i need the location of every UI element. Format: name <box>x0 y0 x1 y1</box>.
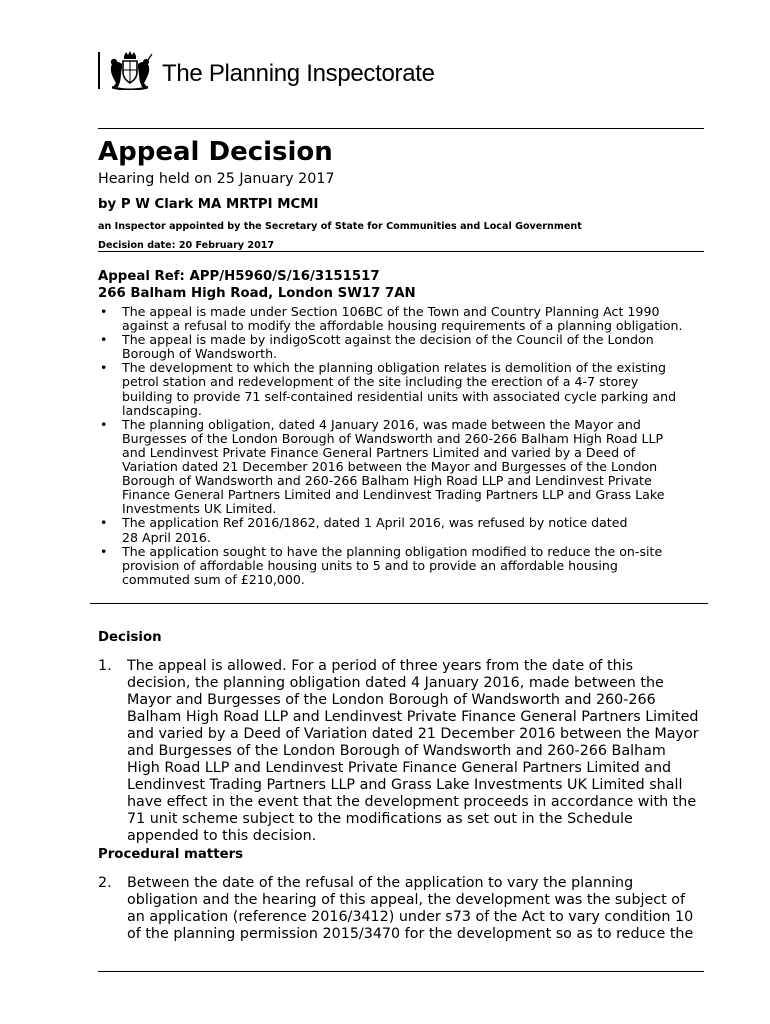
procedural-heading: Procedural matters <box>98 847 244 862</box>
footer-rule <box>98 971 704 972</box>
list-item <box>98 545 708 587</box>
bullet-marker: • <box>100 543 108 559</box>
decision-date-rule <box>98 251 704 252</box>
list-item-text: The planning obligation, dated 4 January 2016, was made between the Mayor and Burgesses of the London Borough of Wandsworth and 260-266 Balham High Road LLP and Lendinvest Private Finance General Partners Limited and varied by a Deed of Variation dated 21 December 2016 between the Mayor and Burgesses of the London Borough of Wandsworth and 260-266 Balham High Road LLP and Lendinvest Private Finance General Partners Limited and Lendinvest Trading Partners LLP and Grass Lake Investments UK Limited. <box>122 416 665 517</box>
decision-paragraph <box>98 658 748 844</box>
royal-crest-icon <box>106 50 154 90</box>
paragraph-number: 2. <box>98 875 112 891</box>
summary-rule <box>90 603 708 604</box>
site-address: 266 Balham High Road, London SW17 7AN <box>98 286 416 301</box>
list-item <box>98 516 708 544</box>
paragraph-text: Between the date of the refusal of the application to vary the planning obligation and the hearing of this appeal, the development was the subject of an application (reference 2016/3412) under s73 of the Act to vary condition 10 of the planning permission 2015/3470 for the development so as to reduce the <box>127 875 694 942</box>
organisation-name: The Planning Inspectorate <box>162 60 435 87</box>
list-item-text: The appeal is made by indigoScott against the decision of the Council of the London Borough of Wandsworth. <box>122 332 654 362</box>
paragraph-number: 1. <box>98 658 112 674</box>
list-item-text: The application sought to have the planning obligation modified to reduce the on-site provision of affordable housing units to 5 and to provide an affordable housing commuted sum of £210,000. <box>122 543 663 587</box>
list-item <box>98 333 708 361</box>
hearing-date: Hearing held on 25 January 2017 <box>98 171 335 187</box>
page-title: Appeal Decision <box>98 137 333 167</box>
bullet-marker: • <box>100 360 108 376</box>
paragraph-text: The appeal is allowed. For a period of three years from the date of this decision, the planning obligation dated 4 January 2016, made between the Mayor and Burgesses of the London Borough of Wandsworth and 260-266 Balham High Road LLP and Lendinvest Private Finance General Partners Limited and varied by a Deed of Variation dated 21 December 2016 between the Mayor and Burgesses of the London Borough of Wandsworth and 260-266 Balham High Road LLP and Lendinvest Private Finance General Partners Limited and Lendinvest Trading Partners LLP and Grass Lake Investments UK Limited shall have effect in the event that the development proceeds in accordance with the 71 unit scheme subject to the modifications as set out in the Schedule appended to this decision. <box>127 658 699 844</box>
appeal-reference: Appeal Ref: APP/H5960/S/16/3151517 <box>98 269 380 284</box>
inspector-name: by P W Clark MA MRTPI MCMI <box>98 197 319 212</box>
list-item <box>98 418 708 517</box>
appeal-details-list <box>98 305 708 587</box>
list-item-text: The appeal is made under Section 106BC of the Town and Country Planning Act 1990 against a refusal to modify the affordable housing requirements of a planning obligation. <box>122 304 683 334</box>
logo-divider <box>98 52 100 89</box>
bullet-marker: • <box>100 416 108 432</box>
header-rule <box>98 128 704 129</box>
list-item <box>98 305 708 333</box>
list-item-text: The development to which the planning obligation relates is demolition of the existing petrol station and redevelopment of the site including the erection of a 4-7 storey building to provide 71 self-contained residential units with associated cycle parking and landscaping. <box>122 360 677 418</box>
bullet-marker: • <box>100 332 108 348</box>
decision-heading: Decision <box>98 630 162 645</box>
decision-date: Decision date: 20 February 2017 <box>98 240 275 251</box>
list-item <box>98 361 708 417</box>
procedural-paragraph <box>98 875 748 955</box>
bullet-marker: • <box>100 515 108 531</box>
list-item-text: The application Ref 2016/1862, dated 1 April 2016, was refused by notice dated 28 April 2016. <box>122 515 628 545</box>
bullet-marker: • <box>100 304 108 319</box>
inspector-appointment: an Inspector appointed by the Secretary of State for Communities and Local Government <box>98 221 582 232</box>
